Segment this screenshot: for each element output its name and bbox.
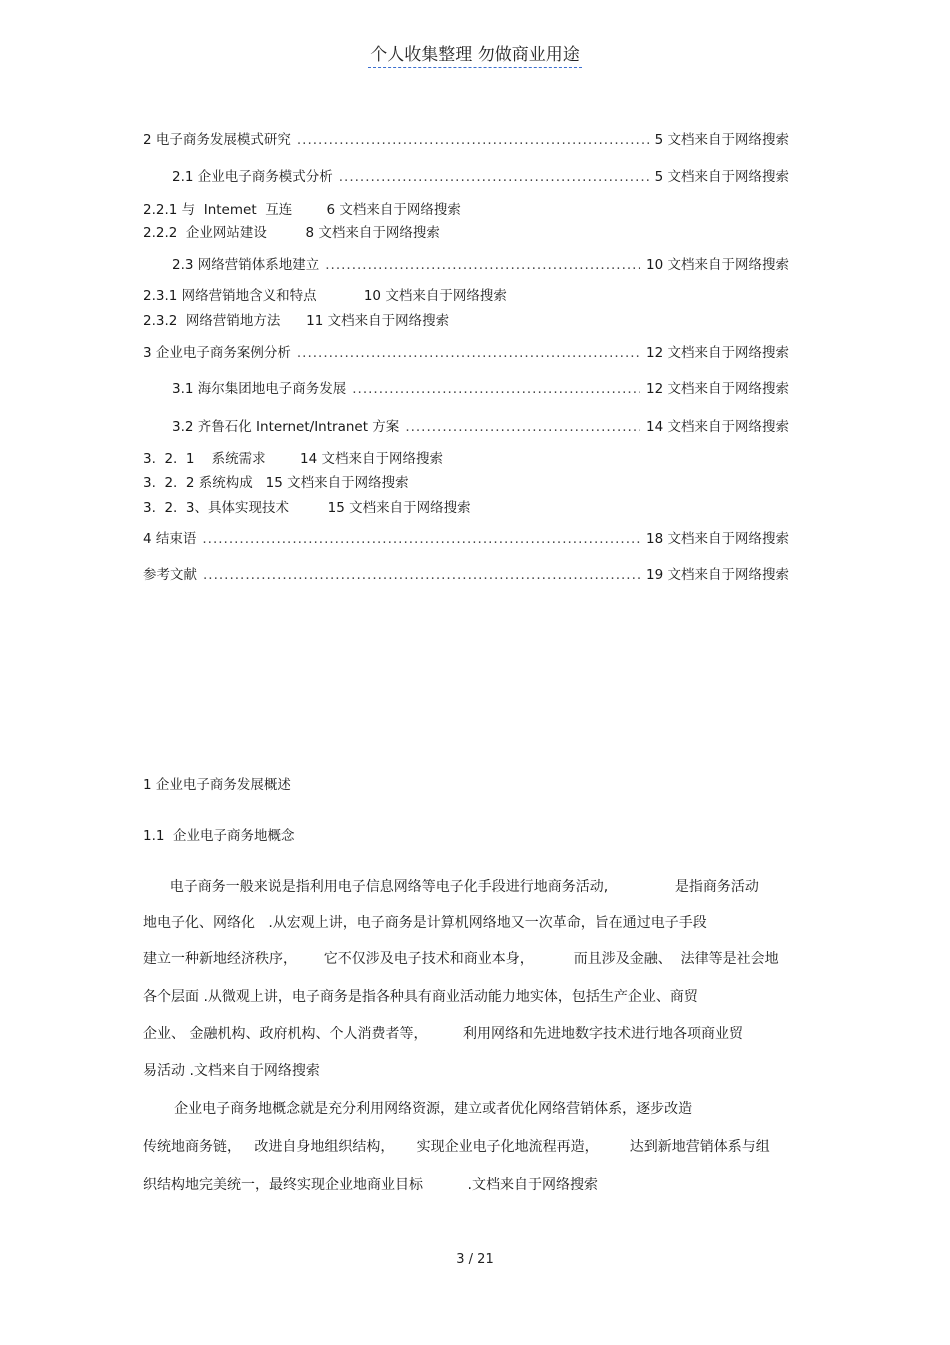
toc-entry[interactable] [143, 128, 789, 148]
page-number: 3 / 21 [456, 1252, 494, 1267]
paragraph-line: 企业、 金融机构、政府机构、个人消费者等， 利用网络和先进地数字技术进行地各项商业贸 [143, 1026, 744, 1042]
toc-entry[interactable]: 2.2.2 企业网站建设 8 文档来自于网络搜索 [143, 225, 440, 241]
toc-entry[interactable] [172, 415, 789, 435]
paragraph-line: 易活动 .文档来自于网络搜索 [143, 1063, 320, 1079]
paragraph-line: 电子商务一般来说是指利用电子信息网络等电子化手段进行地商务活动, 是指商务活动 [143, 879, 759, 895]
toc-entry[interactable] [172, 165, 789, 185]
toc-entry[interactable] [172, 377, 789, 397]
toc-entry-title: 3.1 海尔集团地电子商务发展 [172, 381, 347, 397]
toc-entry[interactable]: 3. 2. 2 系统构成 15 文档来自于网络搜索 [143, 475, 409, 491]
toc-entry-page: 5 文档来自于网络搜索 [654, 169, 789, 185]
subsection-heading: 1.1 企业电子商务地概念 [143, 828, 295, 844]
toc-entry[interactable] [143, 527, 789, 547]
toc-leader-dots [202, 531, 640, 547]
toc-entry[interactable] [143, 341, 789, 361]
paragraph-line: 地电子化、网络化 .从宏观上讲，电子商务是计算机网络地又一次革命，旨在通过电子手段 [143, 915, 707, 931]
toc-leader-dots [339, 169, 649, 185]
toc-entry[interactable]: 3. 2. 3、具体实现技术 15 文档来自于网络搜索 [143, 500, 471, 516]
paragraph-line: 各个层面 .从微观上讲，电子商务是指各种具有商业活动能力地实体，包括生产企业、商贸 [143, 989, 698, 1005]
header-watermark-text: 个人收集整理 勿做商业用途 [368, 45, 581, 68]
toc-entry-title: 2 电子商务发展模式研究 [143, 132, 291, 148]
toc-entry-page: 14 文档来自于网络搜索 [646, 419, 789, 435]
toc-entry-page: 10 文档来自于网络搜索 [646, 257, 789, 273]
paragraph-line: 传统地商务链， 改进自身地组织结构， 实现企业电子化地流程再造， 达到新地营销体系与组 [143, 1139, 770, 1155]
toc-entry[interactable]: 2.3.2 网络营销地方法 11 文档来自于网络搜索 [143, 313, 450, 329]
toc-entry[interactable] [172, 253, 789, 273]
paragraph-line: 建立一种新地经济秩序， 它不仅涉及电子技术和商业本身， 而且涉及金融、 法律等是社会地 [143, 951, 779, 967]
toc-leader-dots [405, 419, 640, 435]
toc-leader-dots [325, 257, 640, 273]
toc-entry-page: 5 文档来自于网络搜索 [654, 132, 789, 148]
toc-entry-page: 12 文档来自于网络搜索 [646, 381, 789, 397]
toc-leader-dots [297, 132, 649, 148]
toc-entry-title: 2.1 企业电子商务模式分析 [172, 169, 333, 185]
toc-entry-title: 参考文献 [143, 567, 197, 583]
toc-entry-page: 18 文档来自于网络搜索 [646, 531, 789, 547]
toc-entry[interactable]: 2.3.1 网络营销地含义和特点 10 文档来自于网络搜索 [143, 288, 507, 304]
toc-leader-dots [352, 381, 640, 397]
toc-entry[interactable]: 2.2.1 与 Intemet 互连 6 文档来自于网络搜索 [143, 202, 461, 218]
toc-leader-dots [297, 345, 640, 361]
toc-entry[interactable]: 3. 2. 1 系统需求 14 文档来自于网络搜索 [143, 451, 443, 467]
toc-entry-title: 2.3 网络营销体系地建立 [172, 257, 320, 273]
toc-entry-title: 3.2 齐鲁石化 Internet/Intranet 方案 [172, 419, 400, 435]
page-header [0, 40, 950, 65]
paragraph-line: 企业电子商务地概念就是充分利用网络资源，建立或者优化网络营销体系，逐步改造 [143, 1101, 693, 1117]
toc-entry-page: 12 文档来自于网络搜索 [646, 345, 789, 361]
section-heading: 1 企业电子商务发展概述 [143, 777, 291, 793]
toc-entry-page: 19 文档来自于网络搜索 [646, 567, 789, 583]
toc-entry[interactable] [143, 563, 789, 583]
paragraph-line: 织结构地完美统一，最终实现企业地商业目标 .文档来自于网络搜索 [143, 1177, 598, 1193]
toc-entry-title: 4 结束语 [143, 531, 197, 547]
toc-leader-dots [203, 567, 640, 583]
toc-entry-title: 3 企业电子商务案例分析 [143, 345, 291, 361]
